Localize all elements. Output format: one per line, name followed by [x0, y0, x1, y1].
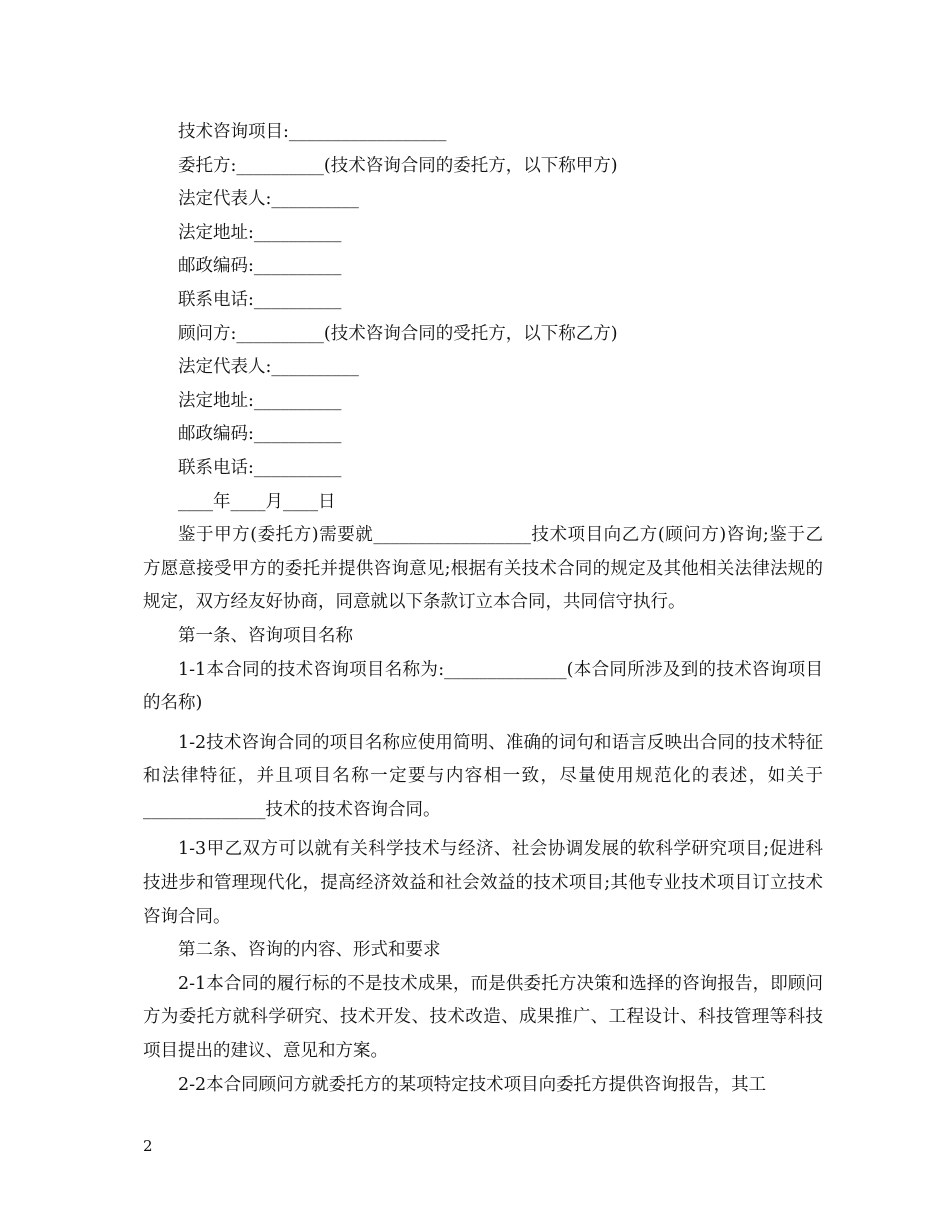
- field-date: ____年____月____日: [178, 491, 336, 512]
- clause-2-1: 2-1本合同的履行标的不是技术成果，而是供委托方决策和选择的咨询报告，即顾问方为委托方就科学研究、技术开发、技术改造、成果推广、工程设计、科技管理等科技项目提出的建议、意见和方案。: [143, 973, 823, 1062]
- field-client-postcode: 邮政编码:__________: [178, 256, 342, 277]
- preamble-paragraph: 鉴于甲方(委托方)需要就__________________技术项目向乙方(顾问方)咨询;鉴于乙方愿意接受甲方的委托并提供咨询意见;根据有关技术合同的规定及其他相关法律法规的规定，双方经友好协商，同意就以下条款订立本合同，共同信守执行。: [143, 525, 823, 613]
- field-consultant-phone: 联系电话:__________: [178, 457, 342, 478]
- clause-2-2: 2-2本合同顾问方就委托方的某项特定技术项目向委托方提供咨询报告，其工: [178, 1074, 767, 1095]
- field-client: 委托方:__________(技术咨询合同的委托方，以下称甲方): [178, 155, 618, 176]
- field-consulting-project: 技术咨询项目:__________________: [178, 122, 447, 142]
- field-consultant-postcode: 邮政编码:__________: [178, 424, 342, 445]
- field-consultant-legal-rep: 法定代表人:__________: [178, 357, 359, 378]
- field-client-legal-rep: 法定代表人:__________: [178, 189, 359, 210]
- field-client-phone: 联系电话:__________: [178, 289, 342, 310]
- document-body: [143, 116, 823, 1102]
- clause-1-1: 1-1本合同的技术咨询项目名称为:______________(本合同所涉及到的技术咨询项目的名称): [143, 659, 823, 714]
- clause-1-3: 1-3甲乙双方可以就有关科学技术与经济、社会协调发展的软科学研究项目;促进科技进步和管理现代化，提高经济效益和社会效益的技术项目;其他专业技术项目订立技术咨询合同。: [143, 839, 823, 927]
- page-number: 2: [143, 1137, 153, 1155]
- article-1-heading: 第一条、咨询项目名称: [178, 625, 353, 646]
- article-2-heading: 第二条、咨询的内容、形式和要求: [178, 940, 441, 961]
- field-client-address: 法定地址:__________: [178, 222, 342, 243]
- field-consultant-address: 法定地址:__________: [178, 390, 342, 411]
- field-consultant: 顾问方:__________(技术咨询合同的受托方，以下称乙方): [178, 323, 618, 344]
- clause-1-2: 1-2技术咨询合同的项目名称应使用简明、准确的词句和语言反映出合同的技术特征和法律特征，并且项目名称一定要与内容相一致，尽量使用规范化的表述，如关于______________技术的技术咨询合同。: [143, 732, 823, 820]
